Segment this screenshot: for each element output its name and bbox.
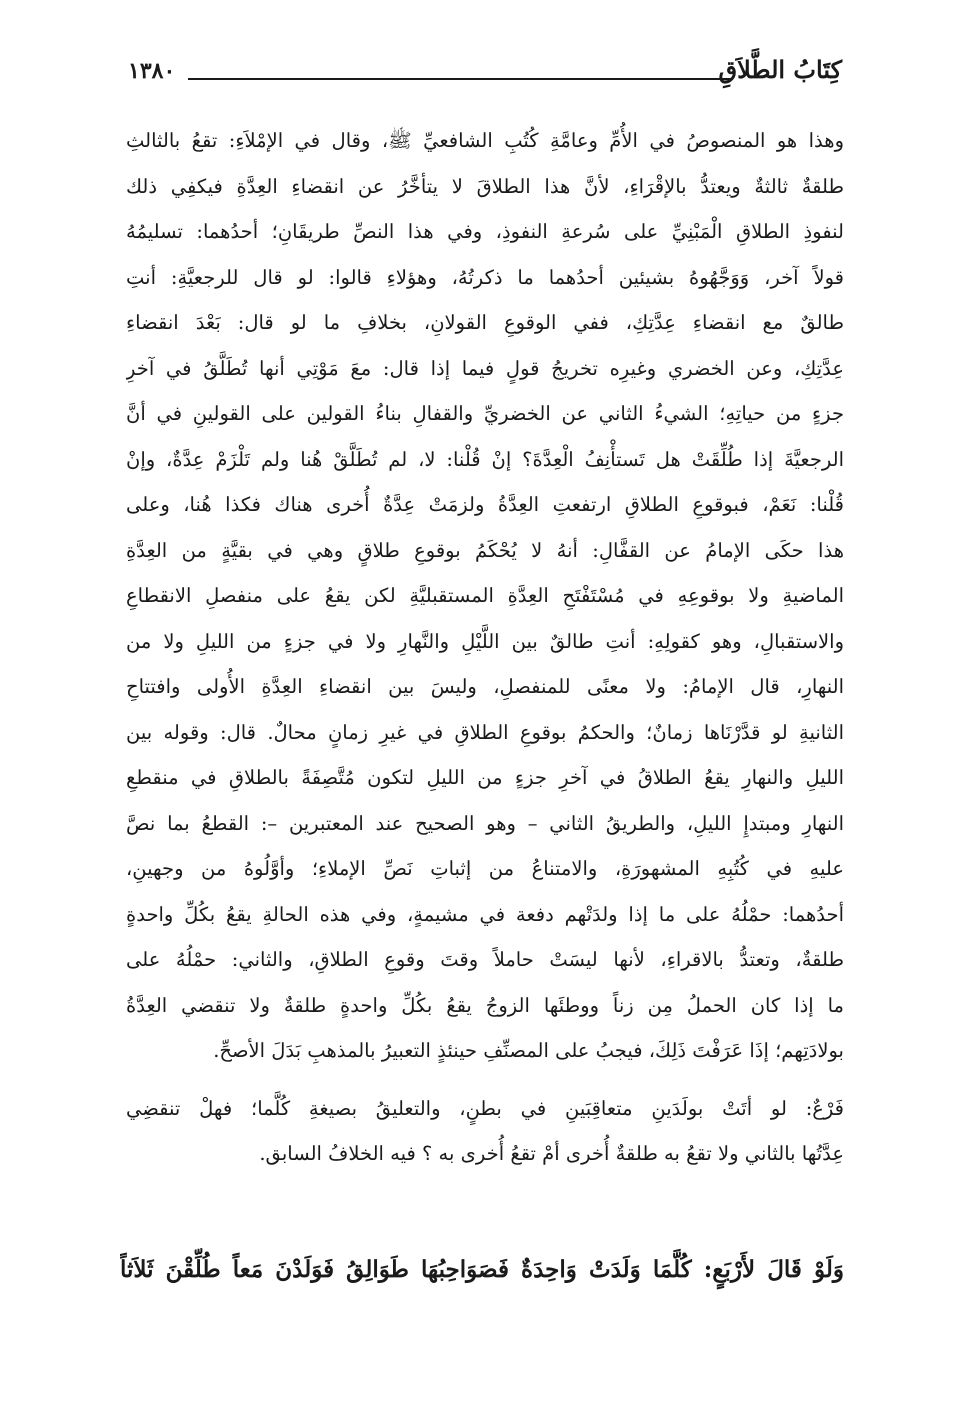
text-line: هذا حكَى الإمامُ عن القفَّالِ: أنهُ لا يُحْكَمُ بوقوعِ طلاقٍ وهي في بقيَّةٍ من العِدَّةِ — [126, 538, 844, 562]
text-line: والاستقبالِ، وهو كقولِهِ: أنتِ طالقٌ بين اللَّيْلِ والنَّهارِ ولا في جزءٍ من الليلِ ولا من — [126, 629, 844, 653]
text-line: بولادَتِهم؛ إذَا عَرَفْتَ ذَلِكَ، فيجبُ على المصنِّفِ حينئذٍ التعبيرُ بالمذهبِ بَدَلَ الأصحِّ. — [213, 1039, 844, 1062]
text-line: قُلْنا: نَعَمْ، فبوقوعِ الطلاقِ ارتفعتِ العِدَّةُ ولزمَتْ عِدَّةٌ أُخرى هناك فكذا هُنا، وعلى — [126, 493, 844, 516]
text-line: طالقٌ مع انقضاءِ عِدَّتِكِ، ففي الوقوعِ القولانِ، بخلافِ ما لو قال: بَعْدَ انقضاءِ — [126, 311, 844, 334]
far-line: عِدَّتُها بالثاني ولا تقعُ به طلقةٌ أُخرى أمْ تقعُ أُخرى به ؟ فيه الخلافُ السابق. — [259, 1142, 844, 1165]
text-line: الثانيةِ لو قدَّرْنَاها زمانٌ؛ والحكمُ بوقوعِ الطلاقِ في غيرِ زمانٍ محالٌ. قال: وقوله بين — [126, 720, 844, 744]
page-header — [128, 52, 842, 92]
text-line: الليلِ والنهارِ يقعُ الطلاقُ في آخرِ جزءٍ من الليلِ لتكون مُتَّصِفَةً بالطلاقِ في منقطعِ — [126, 766, 844, 789]
text-line: الرجعيَّةَ إذا طُلِّقَتْ هل تَستأْنِفُ الْعِدَّةَ؟ إنْ قُلْنا: لا، لم تُطَلَّقْ هُنا ولم تَلْزَمْ عِدَّةٌ، وإنْ — [126, 447, 844, 471]
text-line: النهارِ ومبتدإِ الليلِ، والطريقُ الثاني – وهو الصحيح عند المعتبرين –: القطعُ بما نصَّ — [126, 811, 844, 835]
matn-text: وَلَوْ قَالَ لأَرْبَعٍ: كُلَّمَا وَلَدَتْ وَاحِدَةٌ فَصَوَاحِبُهَا طَوَالِقُ فَوَلَدْنَ مَعاً طُلِّقْنَ ثَلاَثاً — [120, 1256, 844, 1283]
text-line: طلقةٌ ثالثةٌ ويعتدُّ بالإقْرَاءِ، لأنَّ هذا الطلاقَ لا يتأخَّرُ عن انقضاءِ العِدَّةِ فيكفِي ذلك — [126, 174, 844, 198]
commentary-text — [126, 118, 844, 1177]
text-line: جزءٍ من حياتِهِ؛ الشيءُ الثاني عن الخضريِّ والقفالِ بناءُ القولين على القولينِ في أنَّ — [126, 402, 844, 425]
text-line: ما إذا كان الحملُ مِن زناً ووطئَها الزوجُ يقعُ بكُلِّ واحدةٍ طلقةٌ ولا تنقضي العِدَّةُ — [126, 993, 844, 1017]
far-line: فَرْعٌ: لو أتَتْ بولَدَينِ متعاقِبَينِ في بطنٍ، والتعليقُ بصيغةِ كُلَّما؛ فهلْ تنقضِي — [126, 1096, 844, 1120]
page-number: ١٣٨٠ — [128, 58, 176, 84]
text-line: عليهِ في كُتُبِهِ المشهورَةِ، والامتناعُ من إثباتِ نَصِّ الإملاءِ؛ وأوَّلُوهُ من وجهينِ، — [126, 857, 844, 880]
text-line: طلقةٌ، وتعتدُّ بالاقراءِ، لأنها ليسَتْ حاملاً وقتَ وقوعِ الطلاقِ، والثاني: حمْلُهُ على — [126, 948, 844, 971]
text-line: الماضيةِ ولا بوقوعِهِ في مُسْتَفْتَحِ العِدَّةِ المستقبليَّةِ لكن يقعُ على منفصلِ الانقطاعِ — [126, 584, 844, 607]
text-line: وهذا هو المنصوصُ في الأُمِّ وعامَّةِ كُتُبِ الشافعيِّ ﷺ، وقال في الإمْلاَءِ: تقعُ بالثالثِ — [126, 129, 844, 152]
text-line: النهارِ، قال الإمامُ: ولا معنًى للمنفصلِ، وليسَ بين انقضاءِ العِدَّةِ الأُولى وافتتاحِ — [126, 675, 844, 698]
running-title: كِتَابُ الطَّلاَقِ — [718, 55, 842, 84]
text-line: أحدُهما: حمْلُهُ على ما إذا ولدَتْهم دفعة في مشيمةٍ، وفي هذه الحالةِ يقعُ بكُلِّ واحدةٍ — [126, 902, 844, 926]
text-line: لنفوذِ الطلاقِ الْمَبْنِيِّ على سُرعةِ النفوذِ، وفي هذا النصِّ طريقَانِ؛ أحدُهما: تسليمُهُ — [126, 220, 844, 243]
paragraph-gap — [126, 1074, 844, 1086]
text-line: قولاً آخر، وَوَجَّهُوهُ بشيئين أحدُهما ما ذكرتُهُ، وهؤلاءِ قالوا: لو قال للرجعيَّةِ: أنتِ — [126, 265, 844, 289]
text-line: عِدَّتِكِ، وعن الخضري وغيرِه تخريجُ قولٍ فيما إذا قال: معَ مَوْتِي أنها تُطَلَّقُ في آخرِ — [126, 356, 844, 380]
header-rule — [188, 78, 732, 80]
